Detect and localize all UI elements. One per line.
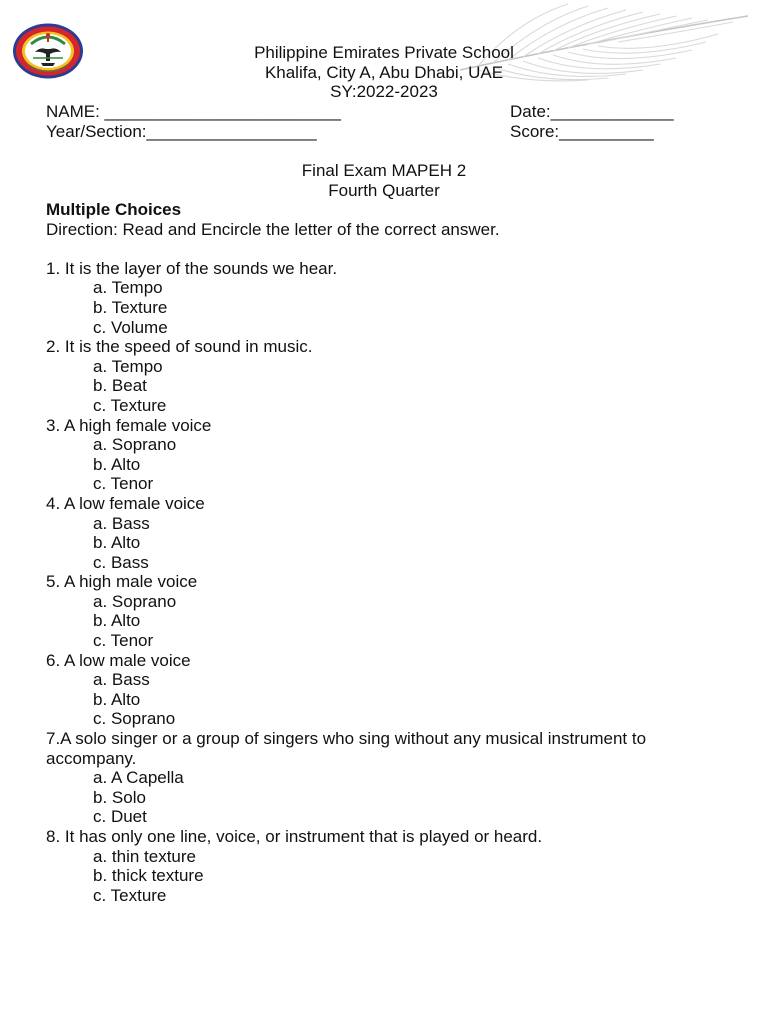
answer-option[interactable]: b. thick texture: [93, 866, 204, 886]
question-text: 4. A low female voice: [46, 493, 205, 513]
answer-option[interactable]: b. Alto: [93, 533, 141, 553]
answer-option[interactable]: a. Soprano: [93, 435, 177, 455]
question-text: 1. It is the layer of the sounds we hear.: [46, 258, 338, 278]
answer-option[interactable]: a. Tempo: [93, 356, 163, 376]
spacer: [46, 239, 726, 259]
answer-option[interactable]: b. Solo: [93, 787, 146, 807]
answer-option[interactable]: a. Bass: [93, 513, 150, 533]
answer-option[interactable]: a. thin texture: [93, 846, 197, 866]
question-text: 2. It is the speed of sound in music.: [46, 337, 313, 357]
answer-option[interactable]: b. Alto: [93, 689, 141, 709]
answer-option[interactable]: c. Texture: [93, 885, 167, 905]
score-field: Score:__________: [510, 122, 654, 141]
answer-option[interactable]: c. Tenor: [93, 631, 154, 651]
question-text: 7.A solo singer or a group of singers who sing without any musical instrument to accompany.: [46, 729, 647, 768]
answer-option[interactable]: a. Tempo: [93, 278, 163, 298]
answer-option[interactable]: b. Alto: [93, 454, 141, 474]
question-text: 6. A low male voice: [46, 650, 191, 670]
answer-option[interactable]: b. Beat: [93, 376, 147, 396]
answer-option[interactable]: c. Tenor: [93, 474, 154, 494]
question-list: [46, 259, 726, 906]
answer-option[interactable]: c. Texture: [93, 395, 167, 415]
exam-title: Final Exam MAPEH 2: [301, 161, 467, 180]
exam-quarter: Fourth Quarter: [328, 180, 440, 200]
answer-option[interactable]: c. Soprano: [93, 709, 176, 729]
year-section-field: Year/Section:__________________: [46, 122, 317, 141]
school-year: SY:2022-2023: [330, 82, 438, 102]
question-text: 8. It has only one line, voice, or instrument that is played or heard.: [46, 827, 543, 846]
answer-option[interactable]: a. Bass: [93, 670, 150, 690]
question-text: 5. A high male voice: [46, 572, 198, 592]
answer-option[interactable]: a. A Capella: [93, 768, 184, 788]
name-field: NAME: _________________________: [46, 102, 341, 121]
answer-option[interactable]: c. Volume: [93, 317, 168, 337]
section-heading: Multiple Choices: [46, 200, 182, 219]
exam-body: [46, 200, 726, 905]
school-address: Khalifa, City A, Abu Dhabi, UAE: [264, 62, 504, 82]
answer-option[interactable]: a. Soprano: [93, 591, 177, 611]
question-text: 3. A high female voice: [46, 415, 212, 435]
answer-option[interactable]: c. Bass: [93, 552, 149, 572]
direction-text: Direction: Read and Encircle the letter of the correct answer.: [46, 219, 500, 239]
date-field: Date:_____________: [510, 102, 674, 121]
answer-option[interactable]: b. Texture: [93, 297, 168, 317]
answer-option[interactable]: c. Duet: [93, 807, 147, 827]
answer-option[interactable]: b. Alto: [93, 611, 141, 631]
school-header: [0, 43, 768, 102]
school-name: Philippine Emirates Private School: [254, 43, 514, 62]
